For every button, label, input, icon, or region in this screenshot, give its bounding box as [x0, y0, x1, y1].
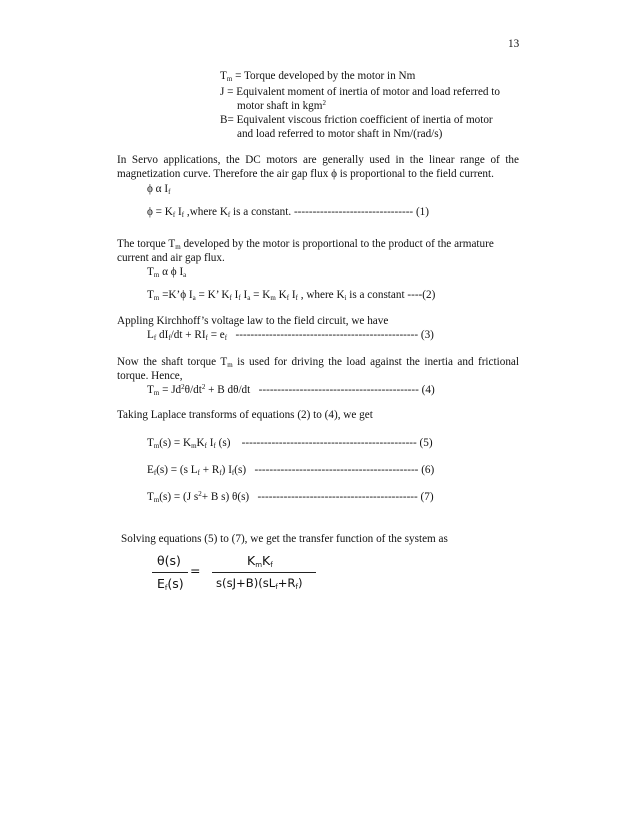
equation-4: $T_m = Jd^2\theta/dt^2 + B$ dθ/dt ------------------------------------------- (4): [147, 383, 435, 397]
paragraph-kirchhoff: Appling Kirchhoff’s voltage law to the field circuit, we have: [117, 315, 389, 327]
definition-j: J = Equivalent moment of inertia of motor and load referred to: [220, 86, 501, 98]
tf-fraction-bar-right: [212, 572, 316, 573]
tf-numerator-left: θ(s): [157, 553, 181, 568]
paragraph-solving: Solving equations (5) to (7), we get the transfer function of the system as: [121, 533, 448, 545]
equation-3: $L_f$ $dI_f/dt + RI_f = e_f$ ------------------------------------------------- (3): [147, 329, 434, 342]
equation-6: $E_f(s) = (s$ $L_f + R_f$) $I_f(s)$ -------------------------------------------- (6): [147, 464, 435, 477]
paragraph-shaft-torque-line2: torque. Hence,: [117, 370, 183, 382]
tf-fraction-bar-left: [152, 572, 188, 573]
paragraph-shaft-torque-line1: Now the shaft torque $T_m$ is used for driving the load against the inertia and frictional: [117, 356, 519, 369]
definition-b: B= Equivalent viscous friction coefficient of inertia of motor: [220, 114, 493, 126]
paragraph-laplace: Taking Laplace transforms of equations (2) to (4), we get: [117, 409, 373, 421]
equation-phi-proportional: ϕ α $I_f$: [147, 183, 171, 196]
paragraph-servo-line1: In Servo applications, the DC motors are generally used in the linear range of the: [117, 154, 519, 166]
paragraph-torque-line2: current and air gap flux.: [117, 252, 225, 264]
definition-tm: $T_m$ = Torque developed by the motor in Nm: [220, 70, 416, 83]
tf-denominator-right: $s(sJ+B)(sL_f+R_f)$: [216, 576, 303, 591]
definition-j-cont: motor shaft in kgm$^2$: [237, 99, 326, 112]
page-number: 13: [508, 38, 520, 50]
tf-equals: =: [190, 563, 201, 578]
equation-5: $T_m(s) = K_mK_f$ $I_f$ (s) ----------------------------------------------- (5): [147, 437, 433, 450]
paragraph-servo-line2: magnetization curve. Therefore the air gap flux ϕ is proportional to the field current.: [117, 168, 494, 180]
equation-1: $\phi = K_f$ $I_f$ ,where $K_f$ is a constant. -------------------------------- (1): [147, 206, 430, 219]
tf-numerator-right: $K_mK_f$: [247, 553, 273, 569]
tf-denominator-left: $E_f(s)$: [157, 576, 184, 592]
equation-7: $T_m(s) = (J$ $s^2+ B$ s) θ(s) ------------------------------------------- (7): [147, 490, 434, 504]
equation-tm-proportional: $T_m$ α ϕ $I_a$: [147, 266, 187, 279]
equation-2: $T_m$ =K’ϕ $I_a = K$’ $K_f$ $I_f$ $I_a = K_m$ $K_f$ $I_f$ , where $K_i$ is a constant ----(2): [147, 289, 436, 302]
paragraph-torque-line1: The torque $T_m$ developed by the motor is proportional to the product of the armature: [117, 238, 494, 251]
definition-b-cont: and load referred to motor shaft in Nm/(rad/s): [237, 128, 443, 140]
